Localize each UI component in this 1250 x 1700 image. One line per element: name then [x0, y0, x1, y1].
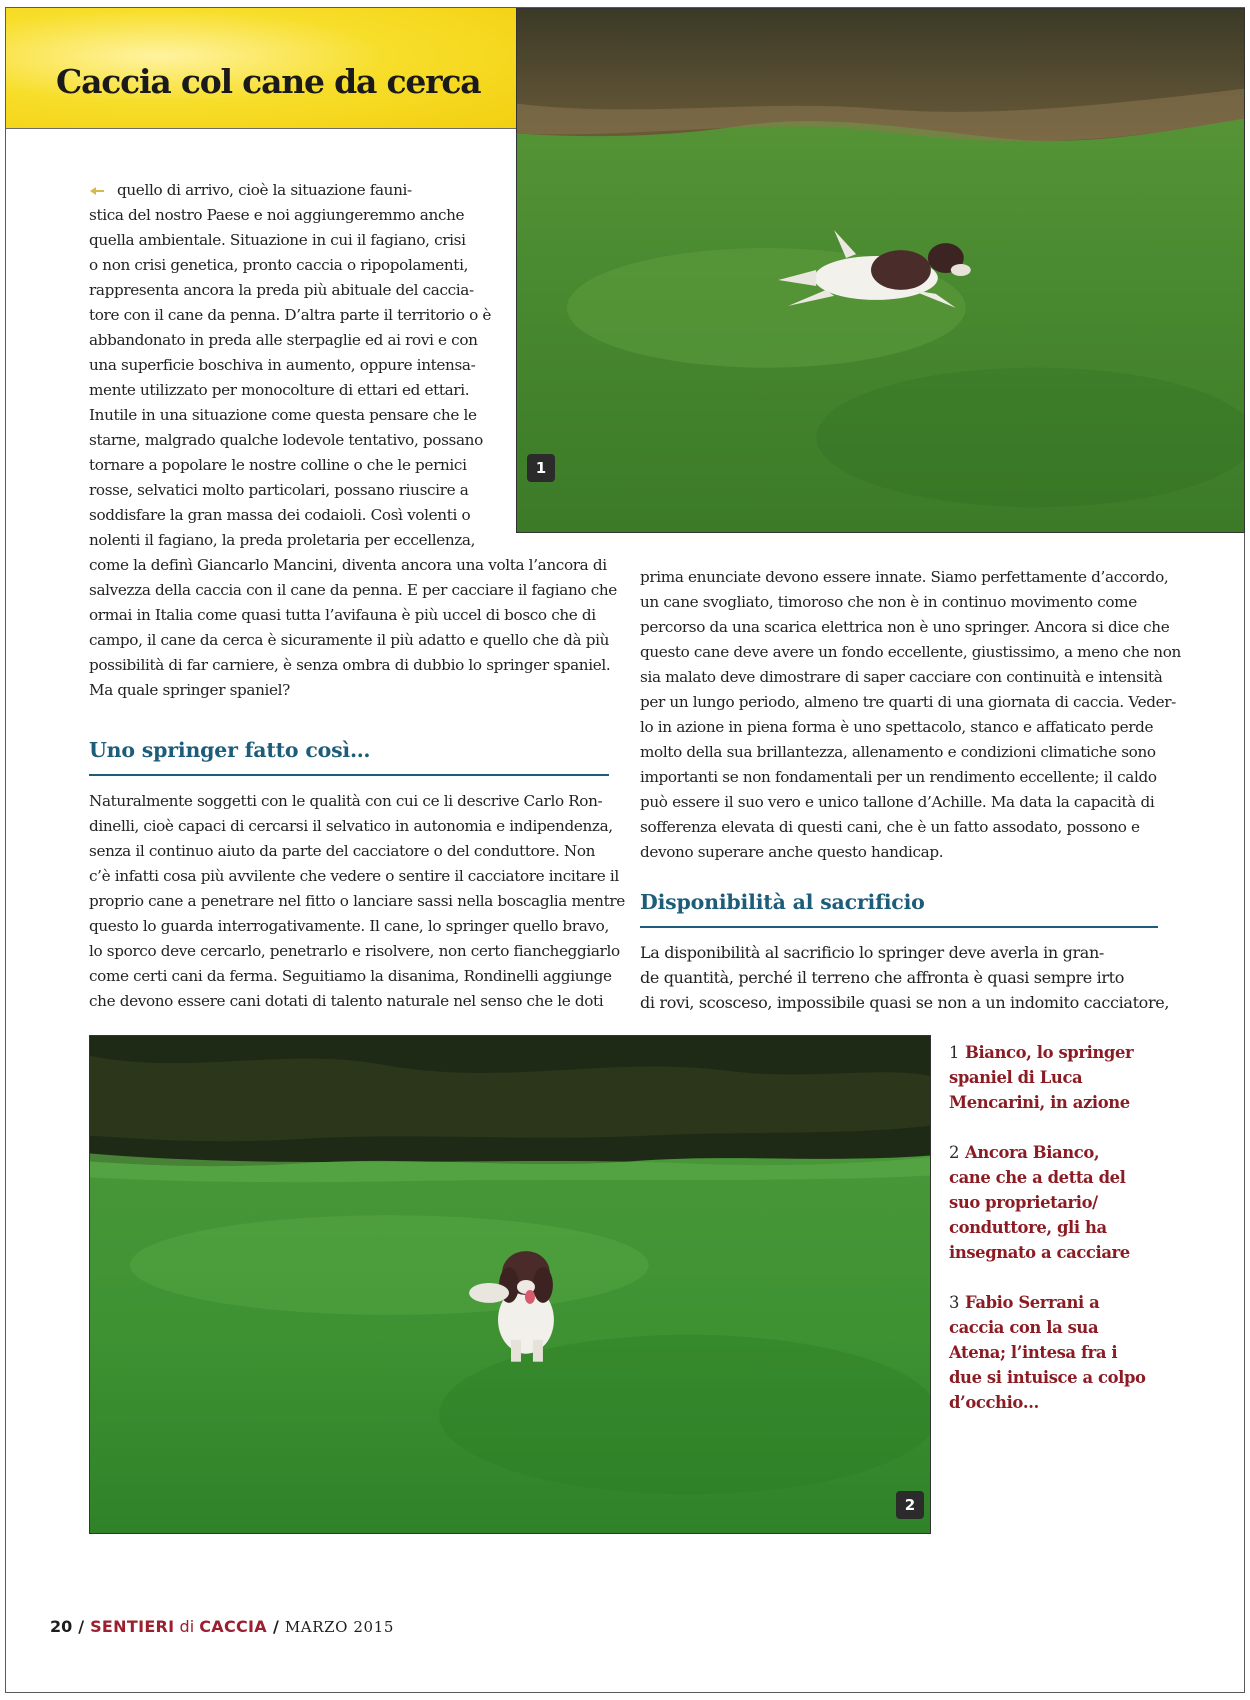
caption-line: suo proprietario/ — [949, 1193, 1098, 1212]
right-line: lo in azione in piena forma è uno spettacolo, stanco e affaticato perde — [640, 718, 1154, 736]
caption-line: caccia con la sua — [949, 1318, 1099, 1337]
caption-line: Ancora Bianco, — [965, 1143, 1100, 1162]
left-line: campo, il cane da cerca è sicuramente il più adatto e quello che dà più — [89, 631, 610, 649]
caption-line: Mencarini, in azione — [949, 1093, 1130, 1112]
photo-spaniel-approaching — [89, 1035, 931, 1534]
caption-number: 2 — [949, 1143, 960, 1162]
left-line: salvezza della caccia con il cane da penna. E per cacciare il fagiano che — [89, 581, 617, 599]
intro-line: quella ambientale. Situazione in cui il fagiano, crisi — [89, 231, 466, 249]
intro-line: rosse, selvatici molto particolari, possano riuscire a — [89, 481, 469, 499]
footer-separator: / — [78, 1617, 85, 1636]
section-heading-springer: Uno springer fatto così… — [89, 738, 371, 762]
magazine-name-caccia: CACCIA — [199, 1617, 267, 1636]
right-line: importanti se non fondamentali per un rendimento eccellente; il caldo — [640, 768, 1157, 786]
arrow-left-icon — [89, 186, 105, 196]
right-section-line: de quantità, perché il terreno che affronta è quasi sempre irto — [640, 968, 1125, 987]
intro-line: o non crisi genetica, pronto caccia o ripopolamenti, — [89, 256, 469, 274]
page-number: 20 — [50, 1617, 73, 1636]
photo-1-badge: 1 — [527, 454, 555, 482]
left-line: ormai in Italia come quasi tutta l’avifauna è più uccel di bosco che di — [89, 606, 596, 624]
intro-line: soddisfare la gran massa dei codaioli. Così volenti o — [89, 506, 471, 524]
page-footer — [50, 1617, 394, 1636]
intro-paragraph — [89, 178, 491, 553]
intro-line: tore con il cane da penna. D’altra parte il territorio o è — [89, 306, 491, 324]
magazine-name-di: di — [179, 1617, 195, 1636]
intro-line: rappresenta ancora la preda più abituale del caccia- — [89, 281, 474, 299]
left-section-line: dinelli, cioè capaci di cercarsi il selvatico in autonomia e indipendenza, — [89, 817, 613, 835]
caption-line: conduttore, gli ha — [949, 1218, 1107, 1237]
left-section-line: c’è infatti cosa più avvilente che vedere o sentire il cacciatore incitare il — [89, 867, 619, 885]
right-line: sia malato deve dimostrare di saper cacciare con continuità e intensità — [640, 668, 1163, 686]
right-line: prima enunciate devono essere innate. Siamo perfettamente d’accordo, — [640, 568, 1169, 586]
left-section-line: lo sporco deve cercarlo, penetrarlo e risolvere, non certo fiancheggiarlo — [89, 942, 620, 960]
left-line: possibilità di far carniere, è senza ombra di dubbio lo springer spaniel. — [89, 656, 611, 674]
caption-line: spaniel di Luca — [949, 1068, 1083, 1087]
caption-1 — [949, 1040, 1149, 1115]
footer-separator: / — [272, 1617, 279, 1636]
caption-line: Bianco, lo springer — [965, 1043, 1134, 1062]
intro-line: una superficie boschiva in aumento, oppure intensa- — [89, 356, 476, 374]
right-line: sofferenza elevata di questi cani, che è un fatto assodato, possono e — [640, 818, 1140, 836]
issue-date: MARZO 2015 — [284, 1618, 394, 1636]
caption-number: 3 — [949, 1293, 960, 1312]
left-line: Ma quale springer spaniel? — [89, 681, 290, 699]
sacrificio-section-paragraph — [640, 940, 1170, 1015]
left-section-line: Naturalmente soggetti con le qualità con cui ce li descrive Carlo Ron- — [89, 792, 603, 810]
left-section-line: questo lo guarda interrogativamente. Il cane, lo springer quello bravo, — [89, 917, 609, 935]
caption-line: cane che a detta del — [949, 1168, 1126, 1187]
right-line: percorso da una scarica elettrica non è uno springer. Ancora si dice che — [640, 618, 1170, 636]
intro-line: tornare a popolare le nostre colline o che le pernici — [89, 456, 467, 474]
right-line: può essere il suo vero e unico tallone d’Achille. Ma data la capacità di — [640, 793, 1155, 811]
right-line: per un lungo periodo, almeno tre quarti di una giornata di caccia. Veder- — [640, 693, 1176, 711]
right-line: questo cane deve avere un fondo eccellente, giustissimo, a meno che non — [640, 643, 1181, 661]
right-line: devono superare anche questo handicap. — [640, 843, 944, 861]
heading-rule-sacrificio — [640, 926, 1158, 928]
caption-line: d’occhio… — [949, 1393, 1039, 1412]
intro-line: mente utilizzato per monocolture di ettari ed ettari. — [89, 381, 470, 399]
photo-running-spaniel — [516, 8, 1245, 533]
caption-number: 1 — [949, 1043, 960, 1062]
magazine-name-sentieri: SENTIERI — [90, 1617, 175, 1636]
caption-line: due si intuisce a colpo — [949, 1368, 1146, 1387]
right-column-paragraph — [640, 565, 1181, 865]
intro-line: stica del nostro Paese e noi aggiungeremmo anche — [89, 206, 465, 224]
caption-line: Fabio Serrani a — [965, 1293, 1100, 1312]
left-section-line: come certi cani da ferma. Seguitiamo la disanima, Rondinelli aggiunge — [89, 967, 612, 985]
intro-line: nolenti il fagiano, la preda proletaria per eccellenza, — [89, 531, 476, 549]
left-line: come la definì Giancarlo Mancini, diventa ancora una volta l’ancora di — [89, 556, 607, 574]
caption-line: insegnato a cacciare — [949, 1243, 1130, 1262]
springer-section-paragraph — [89, 789, 625, 1014]
caption-2 — [949, 1140, 1149, 1265]
intro-line: abbandonato in preda alle sterpaglie ed ai rovi e con — [89, 331, 478, 349]
section-heading-sacrificio: Disponibilità al sacrificio — [640, 890, 925, 914]
intro-line: starne, malgrado qualche lodevole tentativo, possano — [89, 431, 483, 449]
intro-line: Inutile in una situazione come questa pensare che le — [89, 406, 477, 424]
caption-line: Atena; l’intesa fra i — [949, 1343, 1118, 1362]
right-line: molto della sua brillantezza, allenamento e condizioni climatiche sono — [640, 743, 1156, 761]
page-title: Caccia col cane da cerca — [56, 62, 481, 101]
left-section-line: proprio cane a penetrare nel fitto o lanciare sassi nella boscaglia mentre — [89, 892, 625, 910]
left-section-line: che devono essere cani dotati di talento naturale nel senso che le doti — [89, 992, 604, 1010]
photo-2-badge: 2 — [896, 1491, 924, 1519]
intro-line: quello di arrivo, cioè la situazione fauni- — [89, 178, 471, 203]
right-section-line: di rovi, scosceso, impossibile quasi se non a un indomito cacciatore, — [640, 993, 1170, 1012]
heading-rule-springer — [89, 774, 609, 776]
photo-captions — [949, 1040, 1149, 1440]
left-section-line: senza il continuo aiuto da parte del cacciatore o del conduttore. Non — [89, 842, 596, 860]
right-line: un cane svogliato, timoroso che non è in continuo movimento come — [640, 593, 1137, 611]
right-section-line: La disponibilità al sacrificio lo springer deve averla in gran- — [640, 943, 1104, 962]
left-column-paragraph — [89, 553, 617, 703]
caption-3 — [949, 1290, 1149, 1415]
